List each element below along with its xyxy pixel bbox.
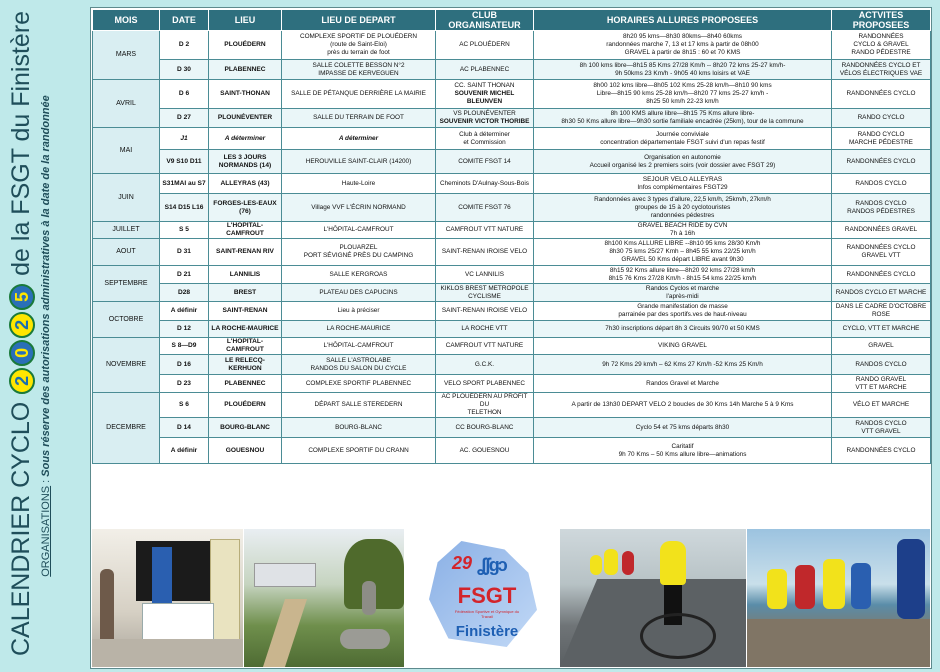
cell-line: près du terrain de foot (327, 49, 390, 56)
cell-line: RANDONNÉES (858, 33, 904, 40)
horaires-cell (534, 239, 832, 266)
cell-line: RANDOS CYCLO (855, 419, 907, 427)
activites-cell (832, 393, 931, 418)
activites-cell (832, 60, 931, 80)
cell-line: concentration départementale FSGT suivi d'un repas festif (600, 138, 765, 146)
horaires-cell (534, 109, 832, 128)
lieu-cell: SAINT-RENAN RIV (209, 239, 282, 266)
date-cell: D 16 (160, 355, 209, 375)
horaires-cell (534, 375, 832, 393)
cell-line: RANDONNÉES CYCLO (846, 244, 916, 251)
lieu-cell: A déterminer (209, 128, 282, 150)
cell-line: 8h100 Kms ALLURE LIBRE --8h10 95 kms 28/30 Km/h (604, 240, 761, 247)
table-row (93, 194, 931, 222)
column-header: LIEU (209, 10, 282, 31)
cell-line: CAMFROUT VTT NATURE (445, 226, 524, 233)
horaires-cell (534, 302, 832, 321)
table-row (93, 302, 931, 321)
club-cell (436, 393, 534, 418)
depart-cell (282, 438, 436, 464)
column-header: MOIS (93, 10, 160, 31)
cell-line: Accueil organisé les 2 premiers soirs (voir dossier avec FSGT 29) (589, 161, 776, 169)
horaires-cell (534, 438, 832, 464)
cell-line: MARCHE PÉDESTRE (849, 138, 913, 146)
table-row (93, 284, 931, 302)
cell-line: 9h 50kms 23 Km/h - 9h05 40 kms loisirs et VAE (615, 69, 750, 77)
month-cell: SEPTEMBRE (93, 266, 160, 302)
cell-line: SAINT-RENAN IROISE VELO (441, 248, 528, 255)
activites-cell (832, 31, 931, 60)
logo-number: 29 (451, 553, 473, 573)
activites-cell (832, 375, 931, 393)
cell-line: 8h15 92 Kms allure libre—8h20 92 kms 27/28 km/h (609, 266, 756, 274)
depart-cell (282, 375, 436, 393)
cell-line: SALLE DU TERRAIN DE FOOT (313, 114, 404, 121)
table-body (93, 31, 931, 464)
date-cell: D 12 (160, 321, 209, 338)
month-cell: OCTOBRE (93, 302, 160, 338)
calendar-subtitle (39, 16, 53, 656)
cell-line: VÉLOS ÉLECTRIQUES VAE (839, 69, 923, 77)
club-cell (436, 222, 534, 239)
activites-cell (832, 80, 931, 109)
club-cell (436, 438, 534, 464)
depart-cell (282, 239, 436, 266)
club-cell (436, 338, 534, 355)
horaires-cell (534, 174, 832, 194)
activites-cell (832, 174, 931, 194)
cell-line: 7h à 16h (670, 230, 695, 237)
column-header: DATE (160, 10, 209, 31)
date-cell: V9 S10 D11 (160, 150, 209, 174)
date-cell: D 21 (160, 266, 209, 284)
table-row (93, 150, 931, 174)
cell-line: RANDOS CYCLO (855, 199, 907, 207)
cell-line: et Commission (463, 138, 506, 146)
lieu-cell: FORGES-LES-EAUX (76) (209, 194, 282, 222)
depart-cell (282, 222, 436, 239)
cell-line: PLATEAU DES CAPUCINS (319, 288, 398, 296)
year-digit-1: 2 (9, 368, 35, 394)
cell-line: Journée conviviale (656, 130, 709, 138)
cell-line: RANDONNÉES CYCLO (846, 90, 916, 97)
month-cell: JUIN (93, 174, 160, 222)
cell-line: RANDO PÉDESTRE (851, 49, 911, 56)
cell-line: 8h 100 KMS allure libre—8h15 75 Kms allure libre- (610, 110, 755, 117)
cell-line: Village VVF L'ÉCRIN NORMAND (311, 203, 406, 211)
depart-cell (282, 128, 436, 150)
horaires-cell (534, 266, 832, 284)
horaires-cell (534, 31, 832, 60)
lieu-cell: LANNILIS (209, 266, 282, 284)
cell-line: VC LANNILIS (464, 270, 505, 278)
date-cell: D 6 (160, 80, 209, 109)
cell-line: RANDONNÉES CYCLO (846, 157, 916, 165)
photo-strip (92, 529, 930, 667)
cell-line: Lieu à préciser (337, 307, 380, 314)
month-cell: JUILLET (93, 222, 160, 239)
date-cell: D 23 (160, 375, 209, 393)
depart-cell (282, 150, 436, 174)
table-row (93, 174, 931, 194)
cell-line: RANDOS CYCLO (855, 360, 907, 368)
activites-cell (832, 109, 931, 128)
horaires-cell (534, 284, 832, 302)
vertical-title-block (0, 0, 90, 672)
lieu-cell: BREST (209, 284, 282, 302)
cell-line: Organisation en autonomie (644, 153, 721, 161)
cell-line: RANDOS PÉDESTRES (847, 207, 915, 215)
cell-line: LA ROCHE VTT (461, 325, 508, 332)
column-header: CLUB ORGANISATEUR (436, 10, 534, 31)
table-row (93, 222, 931, 239)
horaires-cell (534, 150, 832, 174)
cell-line: Randonnées avec 3 types d'allure, 22,5 km/h, 25km/h, 27km/h (594, 195, 771, 203)
cell-line: VIKING GRAVEL (658, 342, 707, 349)
cell-line: GRAVEL 50 Kms départ LIBRE avant 9h30 (621, 256, 744, 263)
cell-line: RANDO CYCLO (857, 130, 905, 138)
lieu-cell: PLABENNEC (209, 375, 282, 393)
cell-line: SALLE KERGROAS (329, 270, 388, 278)
month-cell: MARS (93, 31, 160, 80)
table-row (93, 338, 931, 355)
cell-line: AC PLABENNEC (459, 65, 510, 73)
cell-line: LA ROCHE-MAURICE (326, 325, 391, 332)
activites-cell (832, 321, 931, 338)
lieu-cell: GOUESNOU (209, 438, 282, 464)
date-cell: D 2 (160, 31, 209, 60)
horaires-cell (534, 418, 832, 438)
cell-line: VELO SPORT PLABENNEC (443, 379, 526, 387)
depart-cell (282, 321, 436, 338)
club-cell (436, 321, 534, 338)
table-row (93, 418, 931, 438)
column-header: ACTVITES PROPOSEES (832, 10, 931, 31)
subtitle-label: ORGANISATIONS (40, 485, 52, 577)
cell-line: GRAVEL à partir de 8h15 : 60 et 70 KMS (624, 49, 741, 56)
cell-line: GRAVEL BEACH RIDE by CVN (637, 222, 728, 229)
cell-line: Caritatif (671, 442, 694, 450)
cell-line: 8h 100 kms libre—8h15 85 Kms 27/28 Km/h -- 8h20 72 kms 25-27 km/h- (579, 61, 786, 69)
month-cell: DECEMBRE (93, 393, 160, 464)
cell-line: CC. SAINT THONAN (454, 82, 515, 89)
cell-line: A partir de 13h30 DEPART VELO 2 boucles de 30 Kms 14h Marche 5 à 9 Kms (571, 401, 794, 408)
club-cell (436, 302, 534, 321)
cell-line: parrainée par des sportifs.ves de haut-niveau (618, 311, 747, 318)
cell-line: VS PLOUNÉVENTER (453, 110, 516, 117)
cell-line: (route de Saint-Eloi) (330, 41, 387, 48)
cell-line: L'HÔPITAL-CAMFROUT (323, 226, 394, 233)
horaires-cell (534, 60, 832, 80)
cell-line: 8h20 95 kms—8h30 80kms—8h40 60kms (622, 33, 742, 40)
cell-line: CAMFROUT VTT NATURE (445, 342, 524, 349)
cell-line: Grande manifestation de masse (637, 303, 728, 310)
cell-line: Club à déterminer (459, 130, 510, 138)
cell-line: 8h15 76 Kms 27/28 Km/h - 8h15 54 kms 22/25 km/h (608, 274, 757, 282)
date-cell: S31MAI au S7 (160, 174, 209, 194)
cell-line: SALLE DE PÉTANQUE DERRIÈRE LA MAIRIE (291, 90, 426, 97)
club-cell (436, 266, 534, 284)
date-cell: D 27 (160, 109, 209, 128)
depart-cell (282, 80, 436, 109)
horaires-cell (534, 393, 832, 418)
cell-line: Libre—8h15 90 kms 25-28 km/h—8h20 77 kms 25-27 km/h - (596, 90, 769, 97)
lieu-cell: PLOUÉDERN (209, 31, 282, 60)
horaires-cell (534, 80, 832, 109)
year-digit-3: 2 (9, 312, 35, 338)
cell-line: RANDONNÉES CYCLO (846, 270, 916, 278)
cell-line: COMPLEXE SPORTIF DU CRANN (308, 446, 409, 454)
cell-line: 9h 70 Kms – 50 Kms allure libre—animations (618, 450, 747, 458)
date-cell: D 31 (160, 239, 209, 266)
cell-line: 8h30 75 kms 25/27 Kmh – 8h45 55 kms 22/25 km/h (609, 248, 756, 255)
activites-cell (832, 284, 931, 302)
cell-line: RANDONNÉES CYCLO (846, 446, 916, 454)
table-row (93, 128, 931, 150)
cell-line: GRAVEL VTT (861, 252, 901, 259)
club-cell (436, 109, 534, 128)
activites-cell (832, 418, 931, 438)
month-cell: AVRIL (93, 80, 160, 128)
cell-line: COMITE FSGT 76 (458, 203, 511, 211)
title-prefix: CALENDRIER CYCLO (7, 401, 35, 656)
activites-cell (832, 438, 931, 464)
activites-cell (832, 222, 931, 239)
cell-line: RANDO GRAVEL (855, 375, 907, 383)
cell-line: RANDOS CYCLO (855, 179, 907, 187)
cell-line: randonnées pédestres (650, 211, 715, 219)
table-row (93, 438, 931, 464)
date-cell: A définir (160, 438, 209, 464)
cell-line: DÉPART SALLE STEREDERN (314, 401, 403, 408)
logo-figures-icon: ʆʃɡɔ (477, 555, 506, 575)
depart-cell (282, 393, 436, 418)
column-header: HORAIRES ALLURES PROPOSEES (534, 10, 832, 31)
depart-cell (282, 302, 436, 321)
date-cell: S 5 (160, 222, 209, 239)
photo-cyclists-road (560, 529, 746, 667)
lieu-cell: PLOUNÉVENTER (209, 109, 282, 128)
depart-cell (282, 194, 436, 222)
depart-cell (282, 284, 436, 302)
date-cell: D28 (160, 284, 209, 302)
lieu-cell: PLOUÉDERN (209, 393, 282, 418)
activites-cell (832, 266, 931, 284)
lieu-cell: PLABENNEC (209, 60, 282, 80)
cell-line: L'HÔPITAL-CAMFROUT (323, 342, 394, 349)
activites-cell (832, 239, 931, 266)
activites-cell (832, 128, 931, 150)
horaires-cell (534, 338, 832, 355)
table-row (93, 80, 931, 109)
club-cell (436, 128, 534, 150)
photo-countryside-path (244, 529, 404, 667)
cell-line: VÉLO ET MARCHE (852, 401, 910, 408)
club-cell (436, 194, 534, 222)
fsgt-logo (405, 529, 559, 667)
cell-line: AC. GOUESNOU (459, 446, 510, 454)
activites-cell (832, 355, 931, 375)
cell-line: AC PLOUÉDERN (459, 41, 510, 48)
logo-region: Finistère (455, 623, 519, 640)
club-cell (436, 150, 534, 174)
title-suffix: de la FSGT du Finistère (7, 10, 35, 276)
cell-line: COMITE FSGT 14 (458, 157, 511, 165)
depart-cell (282, 60, 436, 80)
horaires-cell (534, 222, 832, 239)
table-row (93, 60, 931, 80)
logo-text: FSGT (457, 583, 517, 608)
club-cell (436, 375, 534, 393)
lieu-cell: ALLEYRAS (43) (209, 174, 282, 194)
month-cell: AOUT (93, 239, 160, 266)
cell-line: SAINT-RENAN IROISE VELO (441, 307, 528, 314)
cell-line: randonnées marche 7, 13 et 17 kms à partir de 08h00 (606, 41, 759, 48)
depart-cell (282, 109, 436, 128)
cell-line: TELETHON (467, 409, 502, 416)
depart-cell (282, 266, 436, 284)
cell-line: PLOUARZEL (339, 244, 378, 251)
cell-line: CYCLO & GRAVEL (853, 41, 909, 48)
calendar-title (5, 10, 37, 656)
cell-line: SOUVENIR VICTOR THORIBE (439, 118, 530, 125)
cell-line: Haute-Loire (341, 179, 376, 187)
cell-line: RANDONNÉES GRAVEL (844, 226, 918, 233)
cell-line: HEROUVILLE SAINT-CLAIR (14200) (305, 157, 412, 165)
cell-line: RANDOS DU SALON DU CYCLE (310, 364, 407, 372)
cell-line: COMPLEXE SPORTIF DE PLOUÉDERN (299, 33, 418, 40)
cell-line: AC PLOUÉDERN AU PROFIT DU (441, 393, 528, 408)
cell-line: groupes de 15 à 20 cyclotouristes (634, 203, 731, 211)
club-cell (436, 355, 534, 375)
photo-cyclists-coast (747, 529, 930, 667)
lieu-cell: SAINT-RENAN (209, 302, 282, 321)
table-row (93, 109, 931, 128)
activites-cell (832, 194, 931, 222)
photo-event-stand (92, 529, 243, 667)
date-cell: D 30 (160, 60, 209, 80)
depart-cell (282, 31, 436, 60)
events-table (92, 9, 931, 464)
lieu-cell: LE RELECQ-KERHUON (209, 355, 282, 375)
club-cell (436, 284, 534, 302)
cell-line: CYCLO, VTT ET MARCHE (842, 325, 920, 332)
depart-cell (282, 174, 436, 194)
cell-line: SALLE COLETTE BESSON N°2 (312, 61, 405, 69)
cell-line: 8h00 102 kms libre—8h05 102 Kms 25-28 km/h—8h10 90 kms (593, 82, 772, 89)
month-cell: MAI (93, 128, 160, 174)
cell-line: RANDOS CYCLO ET MARCHE (835, 288, 927, 296)
horaires-cell (534, 321, 832, 338)
cell-line: KIKLOS BREST METROPOLE (440, 284, 529, 292)
lieu-cell: LA ROCHE-MAURICE (209, 321, 282, 338)
date-cell: S14 D15 L16 (160, 194, 209, 222)
activites-cell (832, 338, 931, 355)
lieu-cell: L'HÔPITAL-CAMFROUT (209, 222, 282, 239)
cell-line: Randos Gravel et Marche (646, 379, 719, 387)
cell-line: VTT GRAVEL (861, 427, 901, 435)
cell-line: PORT SÉVIGNÉ PRÈS DU CAMPING (303, 252, 414, 259)
depart-cell (282, 338, 436, 355)
club-cell (436, 418, 534, 438)
cell-line: Cheminots D'Aulnay-Sous-Bois (440, 179, 529, 187)
table-row (93, 375, 931, 393)
date-cell: A définir (160, 302, 209, 321)
cell-line: Cyclo 54 et 75 kms départs 8h30 (635, 423, 730, 431)
cell-line: CC BOURG-BLANC (455, 423, 514, 431)
cell-line: SALLE L'ASTROLABE (326, 356, 391, 364)
horaires-cell (534, 128, 832, 150)
lieu-cell: L'HÔPITAL-CAMFROUT (209, 338, 282, 355)
club-cell (436, 239, 534, 266)
date-cell: S 6 (160, 393, 209, 418)
depart-cell (282, 355, 436, 375)
subtitle-separator: : (40, 476, 52, 486)
cell-line: SEJOUR VELO ALLEYRAS (642, 175, 723, 183)
horaires-cell (534, 194, 832, 222)
date-cell: D 14 (160, 418, 209, 438)
club-cell (436, 174, 534, 194)
cell-line: 9h 72 Kms 29 km/h – 62 Kms 27 Km/h -52 Kms 25 Km/h (602, 360, 763, 368)
cell-line: 8h30 50 Kms allure libre—9h30 sortie familiale encadrée (25km), tour de la commune (561, 118, 804, 125)
cell-line: Randos Cyclos et marche (645, 284, 720, 292)
cell-line: Infos complémentaires FSGT29 (637, 183, 728, 191)
cell-line: COMPLEXE SPORTIF PLABENNEC (305, 379, 412, 387)
table-row (93, 321, 931, 338)
column-header: LIEU DE DEPART (282, 10, 436, 31)
activites-cell (832, 150, 931, 174)
club-cell (436, 60, 534, 80)
table-row (93, 393, 931, 418)
club-cell (436, 31, 534, 60)
horaires-cell (534, 355, 832, 375)
cell-line: l'après-midi (666, 292, 699, 300)
cell-line: A déterminer (338, 134, 379, 142)
lieu-cell: LES 3 JOURS NORMANDS (14) (209, 150, 282, 174)
cell-line: RANDONNÉES CYCLO ET (841, 61, 921, 69)
logo-subtitle: Fédération Sportive et Gymnique du Travail (454, 609, 520, 619)
depart-cell (282, 418, 436, 438)
table-header-row (93, 10, 931, 31)
table-row (93, 355, 931, 375)
cell-line: 7h30 inscriptions départ 8h 3 Circuits 90/70 et 50 KMS (605, 325, 760, 332)
subtitle-text: Sous réserve des autorisations administratives à la date de la randonnée (40, 95, 52, 477)
cell-line: 8h25 50 km/h 22-23 km/h (646, 98, 719, 105)
cell-line: RANDO CYCLO (857, 114, 905, 121)
activites-cell (832, 302, 931, 321)
date-cell: J1 (160, 128, 209, 150)
cell-line: BOURG-BLANC (335, 423, 382, 431)
lieu-cell: BOURG-BLANC (209, 418, 282, 438)
table-row (93, 31, 931, 60)
year-digit-2: 0 (9, 340, 35, 366)
cell-line: DANS LE CADRE D'OCTOBRE ROSE (835, 303, 927, 318)
month-cell: NOVEMBRE (93, 338, 160, 393)
lieu-cell: SAINT-THONAN (209, 80, 282, 109)
club-cell (436, 80, 534, 109)
date-cell: S 8—D9 (160, 338, 209, 355)
cell-line: CYCLISME (468, 292, 501, 300)
table-row (93, 266, 931, 284)
cell-line: VTT ET MARCHE (855, 383, 907, 391)
cell-line: G.C.K. (474, 360, 495, 368)
table-row (93, 239, 931, 266)
year-digit-4: 5 (9, 284, 35, 310)
cell-line: GRAVEL (868, 342, 894, 349)
cell-line: IMPASSE DE KERVEGUEN (318, 69, 399, 77)
cell-line: SOUVENIR MICHEL BLEUNVEN (454, 90, 515, 105)
